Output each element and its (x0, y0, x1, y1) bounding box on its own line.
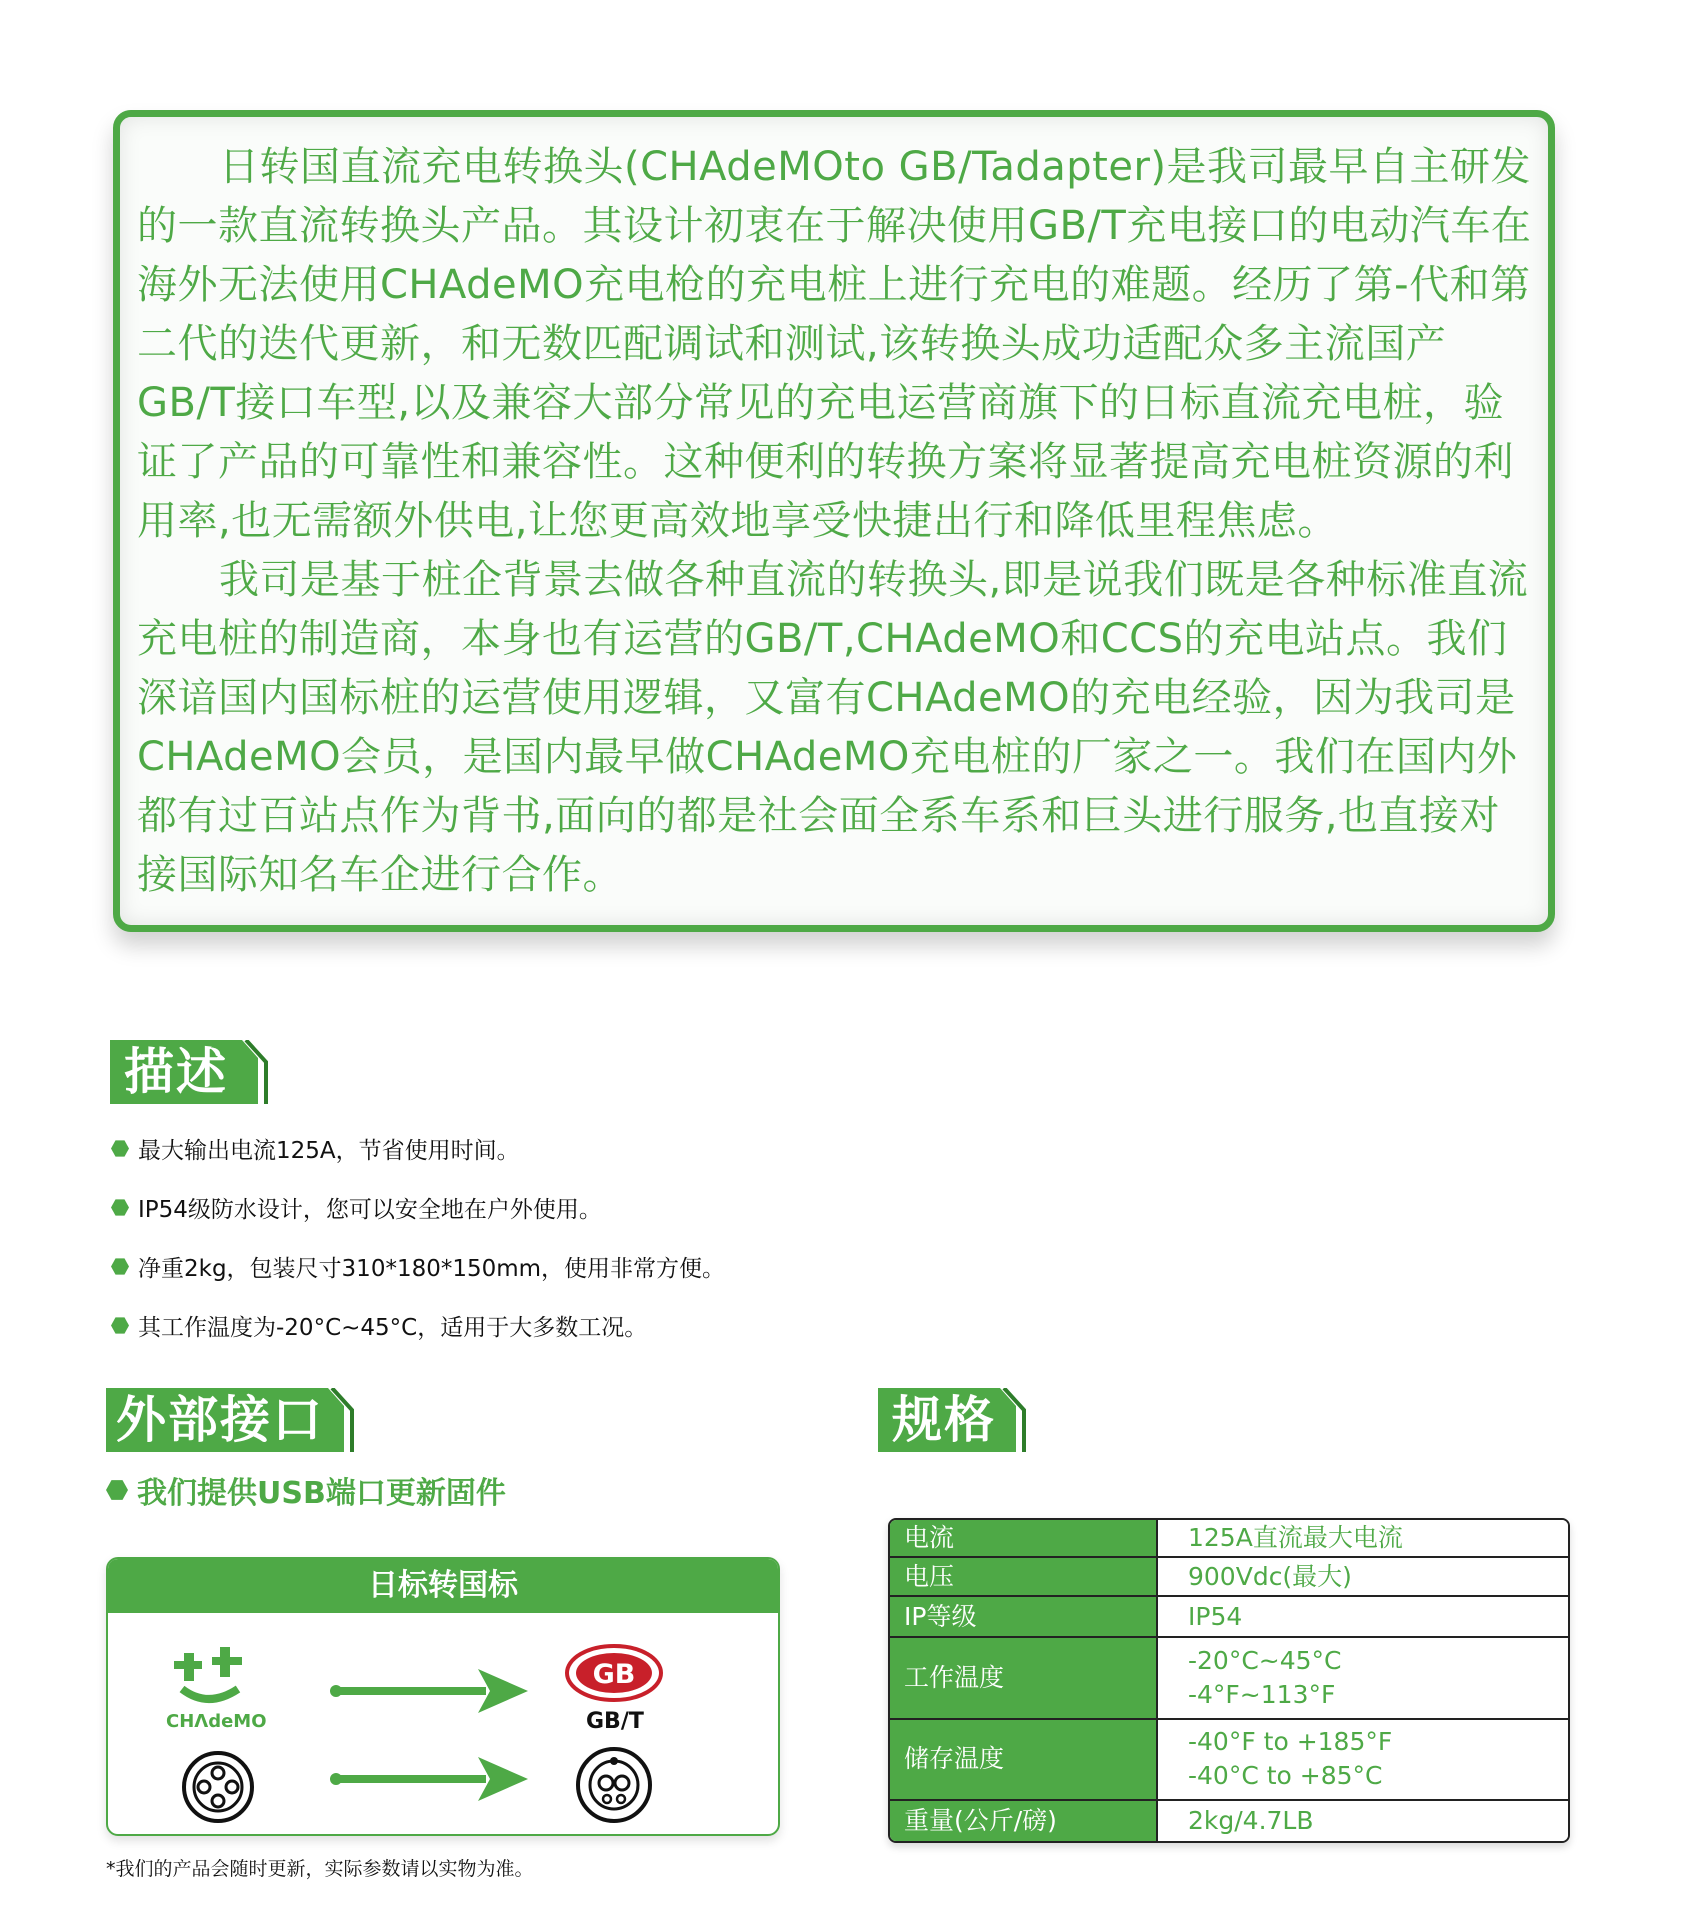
external-port-line (106, 1468, 506, 1512)
spec-table (888, 1518, 1570, 1843)
hexagon-bullet-icon (111, 1258, 129, 1276)
hexagon-bullet-icon (111, 1199, 129, 1217)
list-item (111, 1309, 647, 1342)
conversion-card-title: 日标转国标 (108, 1559, 778, 1613)
spec-value: 125A直流最大电流 (1157, 1520, 1568, 1557)
list-item (111, 1250, 725, 1283)
spec-value (1157, 1637, 1568, 1719)
spec-key: IP等级 (890, 1596, 1157, 1637)
spec-value-line: -4°F~113°F (1188, 1679, 1336, 1709)
arrow-right-icon (328, 1661, 548, 1721)
intro-paragraph-2: 我司是基于桩企背景去做各种直流的转换头,即是说我们既是各种标准直流充电桩的制造商，本身也有运营的GB/T,CHAdeMO和CCS的充电站点。我们深谙国内国标桩的运营使用逻辑，又富有CHAdeMO的充电经验，因为我司是CHAdeMO会员，是国内最早做CHAdeMO充电桩的厂家之一。我们在国内外都有过百站点作为背书,面向的都是社会面全系车系和巨头进行服务,也直接对接国际知名车企进行合作。 (137, 557, 1529, 898)
gbt-socket-icon (574, 1745, 654, 1825)
table-row (890, 1800, 1568, 1841)
table-row (890, 1520, 1568, 1557)
specs-heading (878, 1388, 1030, 1452)
bullet-text: 净重2kg，包装尺寸310*180*150mm，使用非常方便。 (138, 1256, 726, 1282)
list-item (111, 1132, 520, 1165)
list-item (111, 1191, 602, 1224)
description-heading-label: 描述 (124, 1043, 228, 1101)
hexagon-bullet-icon (111, 1317, 129, 1335)
gbt-label: GB/T (586, 1709, 644, 1734)
bullet-text: 其工作温度为-20°C~45°C，适用于大多数工况。 (138, 1315, 648, 1341)
table-row (890, 1557, 1568, 1597)
external-port-text: 我们提供USB端口更新固件 (137, 1476, 506, 1511)
spec-value: IP54 (1157, 1596, 1568, 1637)
chademo-label: CHΛdeMO (166, 1711, 267, 1732)
spec-value-line: -40°C to +85°C (1188, 1761, 1383, 1791)
spec-value (1157, 1719, 1568, 1801)
spec-key: 电流 (890, 1520, 1157, 1557)
conversion-card (106, 1557, 780, 1836)
bullet-text: IP54级防水设计，您可以安全地在户外使用。 (138, 1197, 602, 1223)
spec-key: 工作温度 (890, 1637, 1157, 1719)
table-row (890, 1637, 1568, 1719)
spec-key: 储存温度 (890, 1719, 1157, 1801)
description-heading (110, 1040, 270, 1104)
arrow-right-icon (328, 1749, 548, 1809)
spec-value-line: -40°F to +185°F (1188, 1727, 1393, 1757)
external-port-heading-label: 外部接口 (116, 1391, 324, 1449)
footnote: *我们的产品会随时更新，实际参数请以实物为准。 (106, 1858, 534, 1880)
bullet-text: 最大输出电流125A，节省使用时间。 (138, 1138, 520, 1164)
spec-key: 电压 (890, 1557, 1157, 1597)
intro-text (137, 138, 1537, 905)
intro-paragraph-1: 日转国直流充电转换头(CHAdeMOto GB/Tadapter)是我司最早自主研发的一款直流转换头产品。其设计初衷在于解决使用GB/T充电接口的电动汽车在海外无法使用CHAdeMO充电枪的充电桩上进行充电的难题。经历了第-代和第二代的迭代更新，和无数匹配调试和测试,该转换头成功适配众多主流国产GB/T接口车型,以及兼容大部分常见的充电运营商旗下的日标直流充电桩，验证了产品的可靠性和兼容性。这种便利的转换方案将显著提高充电桩资源的利用率,也无需额外供电,让您更高效地享受快捷出行和降低里程焦虑。 (137, 144, 1532, 544)
spec-value: 900Vdc(最大) (1157, 1557, 1568, 1597)
external-port-heading (106, 1388, 358, 1452)
spec-key: 重量(公斤/磅) (890, 1800, 1157, 1841)
table-row (890, 1719, 1568, 1801)
gb-logo-icon (564, 1643, 664, 1703)
hexagon-bullet-icon (111, 1140, 129, 1158)
spec-value-line: -20°C~45°C (1188, 1645, 1342, 1675)
hexagon-bullet-icon (106, 1479, 128, 1501)
table-row (890, 1596, 1568, 1637)
gb-logo-text: GB (592, 1659, 636, 1690)
spec-value: 2kg/4.7LB (1157, 1800, 1568, 1841)
specs-heading-label: 规格 (892, 1391, 996, 1449)
chademo-socket-icon (180, 1749, 256, 1825)
